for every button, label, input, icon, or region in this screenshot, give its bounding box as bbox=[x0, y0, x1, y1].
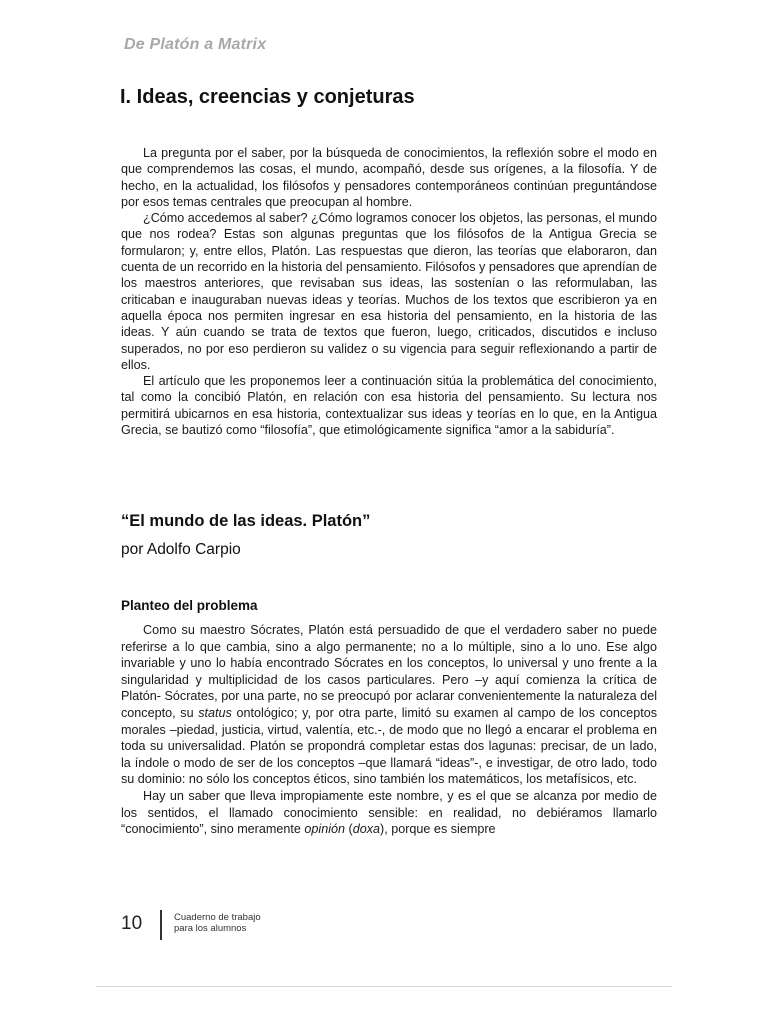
section-heading: Planteo del problema bbox=[121, 598, 258, 613]
running-header: De Platón a Matrix bbox=[124, 36, 267, 53]
page-bottom-edge bbox=[96, 986, 672, 987]
text-run: Como su maestro Sócrates, Platón está persuadido de que el verdadero saber no puede referirse a lo que cambia, sino a algo permanente; no a lo múltiple, sino a lo uno. Ese algo invariable y uno lo había encontrado Sócrates en los conceptos, lo universal y uno frente a la singularidad y multiplicidad de los casos particulares. Pero –y aquí comienza la crítica de Platón- Sócrates, por una parte, no se preocupó por aclarar convenientemente la naturaleza del concepto, su bbox=[121, 623, 657, 720]
footer-line: Cuaderno de trabajo bbox=[174, 912, 261, 923]
footer-divider bbox=[160, 910, 162, 940]
italic-term: status bbox=[198, 705, 232, 720]
footer-line: para los alumnos bbox=[174, 923, 247, 934]
body-paragraph bbox=[121, 622, 657, 788]
page-number: 10 bbox=[121, 913, 143, 934]
intro-paragraph: La pregunta por el saber, por la búsqueda de conocimientos, la reflexión sobre el modo en que comprendemos las cosas, el mundo, acompañó, desde sus orígenes, a la filosofía. Y de hecho, en la actualidad, los filósofos y pensadores contemporáneos continúan preguntándose por esos temas centrales que preocupan al hombre. bbox=[121, 146, 657, 209]
text-run: Hay un saber que lleva impropiamente este nombre, y es el que se alcanza por medio de los sentidos, el llamado conocimiento sensible: en realidad, no debiéramos llamarlo “conocimiento”, sino meramente bbox=[121, 788, 657, 837]
italic-term: opinión bbox=[304, 822, 346, 837]
body-text bbox=[121, 622, 657, 838]
text-run: ( bbox=[345, 822, 353, 837]
italic-term: doxa bbox=[352, 822, 381, 837]
text-run: ), porque es siempre bbox=[380, 822, 496, 837]
intro-text bbox=[121, 145, 657, 438]
intro-paragraph: ¿Cómo accedemos al saber? ¿Cómo logramos conocer los objetos, las personas, el mundo que nos rodea? Estas son algunas preguntas que los filósofos de la Antigua Grecia se formularon; y, entre ellos, Platón. Las respuestas que dieron, las teorías que elaboraron, dan cuenta de un recorrido en la historia del pensamiento. Filósofos y pensadores que aprendían de los maestros anteriores, que revisaban sus ideas, las sostenían o las reformulaban, las criticaban e inauguraban nuevas ideas y teorías. Muchos de los textos que escribieron ya en aquella época nos permiten ingresar en esa historia del pensamiento, en la historia de las ideas. Y aún cuando se trata de textos que fueron, luego, criticados, discutidos e incluso superados, no por eso perdieron su validez o su vigencia para seguir reflexionando a partir de ellos. bbox=[121, 211, 657, 372]
article-title: “El mundo de las ideas. Platón” bbox=[121, 512, 371, 530]
body-paragraph bbox=[121, 788, 657, 838]
intro-paragraph: El artículo que les proponemos leer a continuación sitúa la problemática del conocimiento, tal como la concibió Platón, en relación con esa historia del pensamiento. Su lectura nos permitirá ubicarnos en esa historia, contextualizar sus ideas y teorías en lo que, en la Antigua Grecia, se bautizó como “filosofía”, que etimológicamente significa “amor a la sabiduría”. bbox=[121, 374, 657, 438]
text-run: ontológico; y, por otra parte, limitó su examen al campo de los conceptos morales –piedad, justicia, virtud, valentía, etc.-, de modo que no llegó a encarar el problema en toda su universalidad. Platón se propondrá completar estas dos lagunas: precisar, de un lado, la índole o modo de ser de los conceptos –que llamará “ideas”-, e investigar, de otro lado, todo su dominio: no sólo los conceptos éticos, sino también los matemáticos, los metafísicos, etc. bbox=[121, 705, 657, 787]
article-author: por Adolfo Carpio bbox=[121, 541, 241, 558]
chapter-title: I. Ideas, creencias y conjeturas bbox=[120, 86, 415, 108]
footer-note bbox=[174, 912, 261, 934]
